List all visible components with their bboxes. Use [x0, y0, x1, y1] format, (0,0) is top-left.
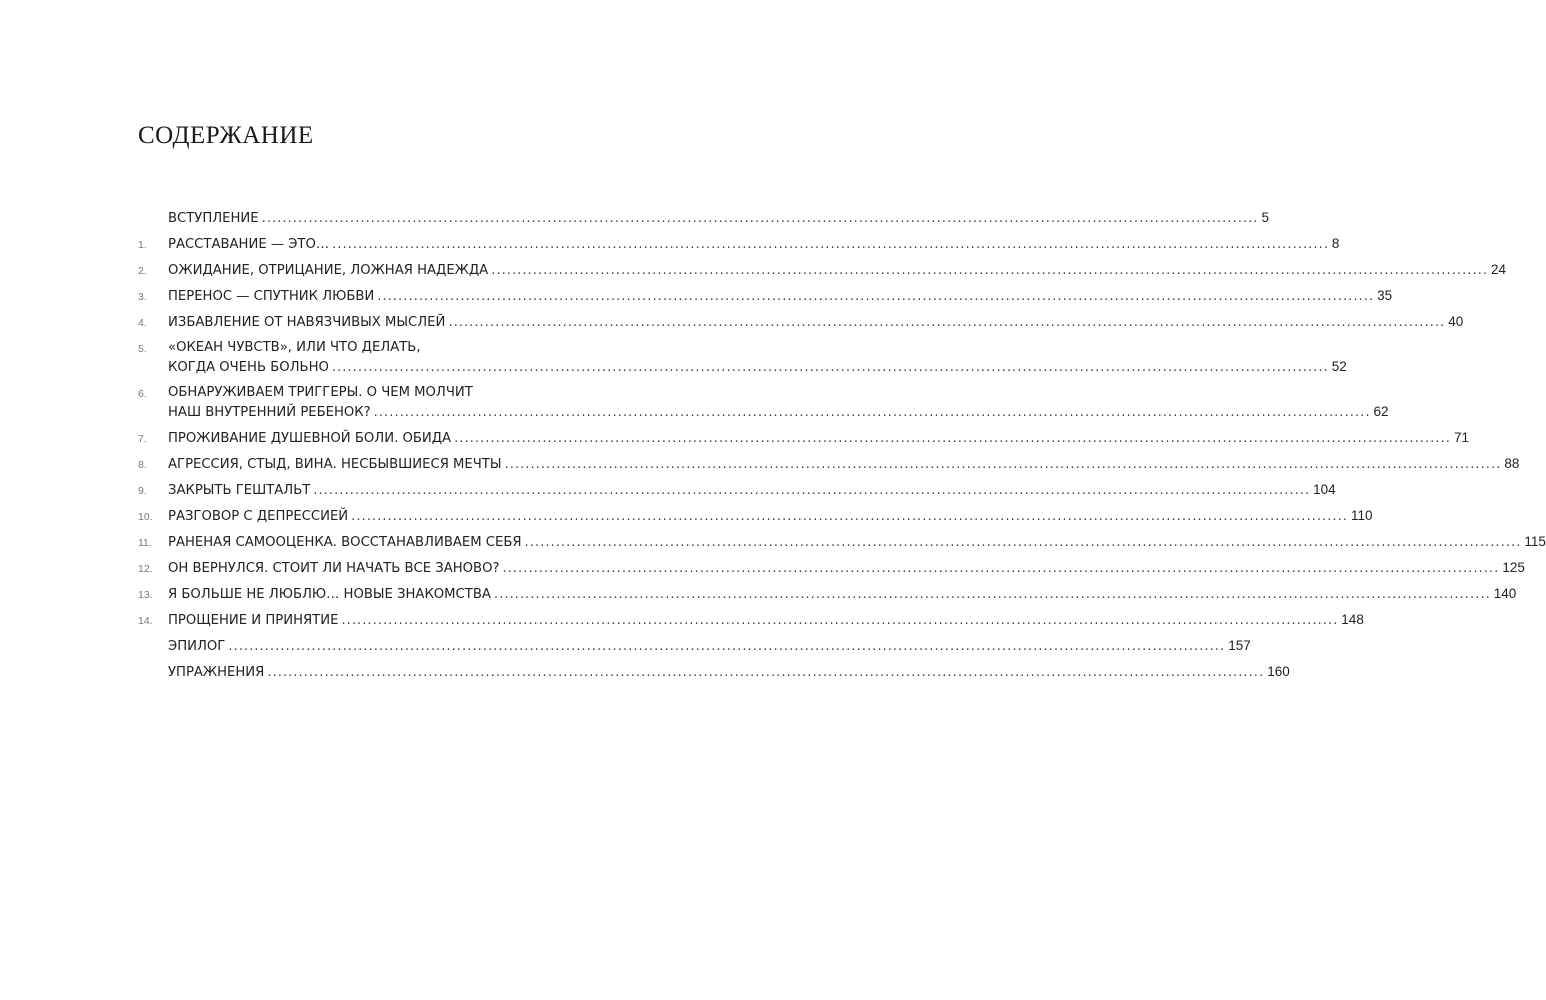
- toc-entry-page-number: 148: [1341, 612, 1364, 627]
- toc-entry-page-number: 110: [1351, 508, 1373, 523]
- dot-leader: [228, 637, 1225, 656]
- toc-entry-line: [168, 286, 1393, 306]
- toc-entry-title: УПРАЖНЕНИЯ: [168, 665, 265, 680]
- toc-entry-page-number: 115: [1524, 534, 1546, 549]
- toc-entry-page-number: 5: [1261, 210, 1270, 225]
- toc-entry-page-number: 125: [1502, 560, 1525, 575]
- toc-entry-line: [168, 428, 1469, 448]
- toc-entry-number: 5.: [138, 343, 147, 355]
- toc-entry-line: [168, 260, 1507, 280]
- toc-entry-page-number: 140: [1493, 586, 1517, 601]
- toc-entry-line: [168, 636, 1251, 656]
- page-title: СОДЕРЖАНИЕ: [138, 122, 314, 149]
- toc-entry-line: [168, 454, 1520, 474]
- dot-leader: [377, 287, 1374, 306]
- dot-leader: [448, 313, 1445, 332]
- toc-entry-page-number: 62: [1373, 404, 1389, 419]
- toc-entry-number: 13.: [138, 589, 153, 601]
- toc-entry-title: ПРОЖИВАНИЕ ДУШЕВНОЙ БОЛИ. ОБИДА: [168, 431, 452, 446]
- toc-entry: [138, 558, 1525, 578]
- toc-entry-line: [168, 383, 610, 402]
- toc-entry: [138, 506, 1373, 526]
- dot-leader: [262, 209, 1259, 228]
- toc-entry-page-number: 40: [1448, 314, 1464, 329]
- toc-entry-line: [168, 662, 1290, 682]
- toc-entry: [138, 383, 1389, 422]
- toc-entry-line: [168, 610, 1364, 630]
- toc-entry-title: КОГДА ОЧЕНЬ БОЛЬНО: [168, 360, 329, 375]
- toc-entry: [138, 234, 1340, 254]
- toc-entry-page-number: 160: [1267, 664, 1290, 679]
- dot-leader: [491, 261, 1488, 280]
- toc-entry-title: РАЗГОВОР С ДЕПРЕССИЕЙ: [168, 509, 349, 524]
- toc-entry-number: [138, 636, 168, 641]
- toc-entry-line: [168, 208, 1270, 228]
- toc-entry: [138, 312, 1464, 332]
- toc-entry-page-number: 8: [1331, 236, 1340, 251]
- toc-entry-page-number: 52: [1331, 359, 1347, 374]
- toc-entry-line: [168, 480, 1336, 500]
- toc-entry-title: ЭПИЛОГ: [168, 639, 226, 654]
- toc-entry-number: 12.: [138, 563, 153, 575]
- dot-leader: [525, 533, 1522, 552]
- toc-entry-line: [168, 584, 1517, 604]
- toc-entry-title: ОЖИДАНИЕ, ОТРИЦАНИЕ, ЛОЖНАЯ НАДЕЖДА: [168, 263, 489, 278]
- toc-entry-title: ОБНАРУЖИВАЕМ ТРИГГЕРЫ. О ЧЕМ МОЛЧИТ: [168, 385, 473, 400]
- toc-entry-line: [168, 234, 1340, 254]
- toc-entry-number: 3.: [138, 291, 147, 303]
- toc-entry-title: Я БОЛЬШЕ НЕ ЛЮБЛЮ… НОВЫЕ ЗНАКОМСТВА: [168, 587, 491, 602]
- toc-entry-title: НАШ ВНУТРЕННИЙ РЕБЕНОК?: [168, 405, 371, 420]
- toc-entry: [138, 428, 1469, 448]
- toc-entry-title: ПРОЩЕНИЕ И ПРИНЯТИЕ: [168, 613, 339, 628]
- toc-entry-page-number: 104: [1313, 482, 1336, 497]
- dot-leader: [267, 663, 1264, 682]
- toc-entry: [138, 610, 1364, 630]
- toc-entry-number: 8.: [138, 459, 147, 471]
- dot-leader: [313, 481, 1310, 500]
- toc-entry-number: 6.: [138, 388, 147, 400]
- toc-entry-number: 9.: [138, 485, 147, 497]
- toc-entry-title: РАНЕНАЯ САМООЦЕНКА. ВОССТАНАВЛИВАЕМ СЕБЯ: [168, 535, 522, 550]
- toc-entry-line: [168, 558, 1525, 578]
- toc-entry: [138, 662, 1290, 682]
- toc-entry-number: 1.: [138, 239, 147, 251]
- toc-entry: [138, 636, 1251, 656]
- toc-entry: [138, 532, 1546, 552]
- dot-leader: [332, 358, 1329, 377]
- dot-leader: [341, 611, 1338, 630]
- toc-entry-line: [168, 402, 1389, 422]
- dot-leader: [374, 403, 1371, 422]
- toc-entry: [138, 338, 1347, 377]
- toc-entry: [138, 454, 1520, 474]
- dot-leader: [351, 507, 1348, 526]
- toc-entry-number: 10.: [138, 511, 153, 523]
- dot-leader: [494, 585, 1491, 604]
- toc-entry-line: [168, 506, 1373, 526]
- toc-entry-number: 4.: [138, 317, 147, 329]
- toc-entry: [138, 208, 1270, 228]
- dot-leader: [505, 455, 1502, 474]
- toc-entry-line: [168, 312, 1464, 332]
- toc-entry-page-number: 71: [1453, 430, 1469, 445]
- toc-entry-title: ВСТУПЛЕНИЕ: [168, 211, 259, 226]
- toc-entry: [138, 286, 1393, 306]
- toc-entry-title: АГРЕССИЯ, СТЫД, ВИНА. НЕСБЫВШИЕСЯ МЕЧТЫ: [168, 457, 502, 472]
- table-of-contents: [138, 208, 1546, 688]
- toc-entry-page-number: 24: [1491, 262, 1507, 277]
- toc-entry-number: [138, 662, 168, 667]
- toc-entry-number: 2.: [138, 265, 147, 277]
- toc-entry-line: [168, 338, 610, 357]
- toc-entry-number: [138, 208, 168, 213]
- toc-entry-number: 14.: [138, 615, 153, 627]
- dot-leader: [332, 235, 1329, 254]
- toc-entry-title: ЗАКРЫТЬ ГЕШТАЛЬТ: [168, 483, 311, 498]
- toc-entry-line: [168, 532, 1546, 552]
- toc-entry-page-number: 157: [1228, 638, 1251, 653]
- toc-entry-title: «ОКЕАН ЧУВСТВ», ИЛИ ЧТО ДЕЛАТЬ,: [168, 340, 421, 355]
- toc-entry-title: ПЕРЕНОС — СПУТНИК ЛЮБВИ: [168, 289, 375, 304]
- toc-entry-number: 11.: [138, 537, 152, 549]
- toc-entry-page-number: 88: [1504, 456, 1520, 471]
- toc-entry-number: 7.: [138, 433, 147, 445]
- toc-entry-title: ОН ВЕРНУЛСЯ. СТОИТ ЛИ НАЧАТЬ ВСЕ ЗАНОВО?: [168, 561, 500, 576]
- toc-entry: [138, 480, 1336, 500]
- toc-entry-line: [168, 357, 1347, 377]
- toc-entry-page-number: 35: [1377, 288, 1393, 303]
- dot-leader: [454, 429, 1451, 448]
- toc-entry-title: РАССТАВАНИЕ — ЭТО…: [168, 237, 330, 252]
- dot-leader: [502, 559, 1499, 578]
- toc-entry-title: ИЗБАВЛЕНИЕ ОТ НАВЯЗЧИВЫХ МЫСЛЕЙ: [168, 315, 446, 330]
- toc-entry: [138, 584, 1517, 604]
- toc-entry: [138, 260, 1507, 280]
